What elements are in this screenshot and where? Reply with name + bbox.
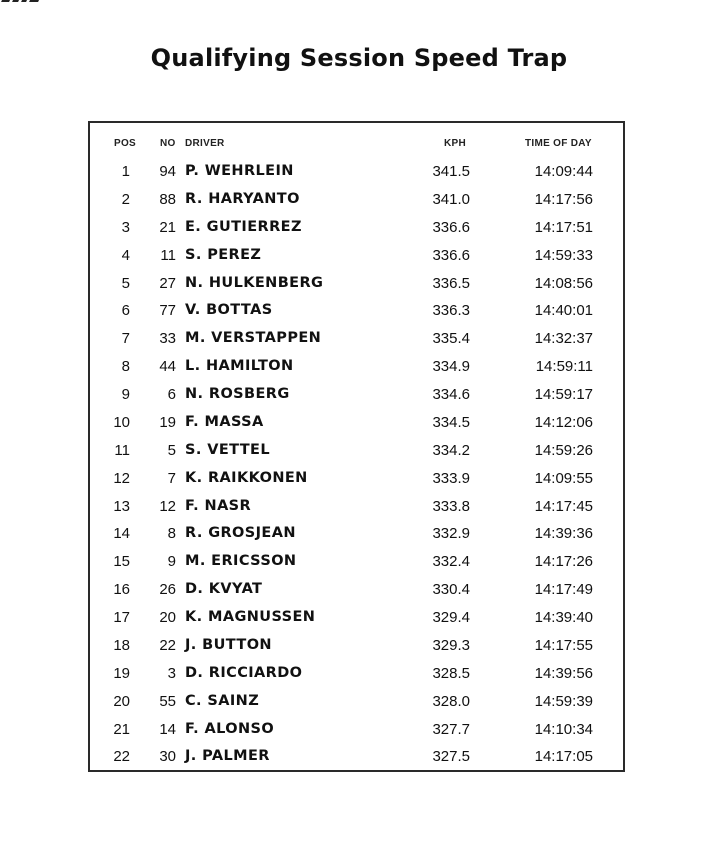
cell-driver: C. SAINZ (185, 692, 260, 709)
cell-pos: 10 (113, 413, 130, 431)
cell-time-of-day: 14:09:55 (534, 469, 593, 487)
cell-no: 77 (159, 302, 176, 320)
page-title: Qualifying Session Speed Trap (150, 44, 568, 72)
cell-no: 5 (167, 441, 176, 459)
cell-no: 19 (159, 413, 176, 431)
cell-kph: 333.9 (432, 469, 470, 487)
cell-kph: 334.5 (432, 413, 470, 431)
cell-no: 26 (159, 581, 176, 599)
table-row (90, 609, 623, 629)
cell-pos: 12 (113, 469, 130, 487)
cell-time-of-day: 14:08:56 (534, 274, 593, 292)
cell-pos: 14 (113, 525, 130, 543)
cell-driver: V. BOTTAS (185, 302, 273, 319)
cell-time-of-day: 14:59:26 (534, 441, 593, 459)
cell-driver: K. MAGNUSSEN (185, 609, 316, 626)
cell-time-of-day: 14:59:17 (534, 386, 593, 404)
cell-no: 9 (167, 553, 176, 571)
cell-no: 55 (159, 692, 176, 710)
cell-pos: 20 (113, 692, 130, 710)
table-row (90, 358, 623, 378)
table-row (90, 414, 623, 434)
cell-pos: 4 (121, 246, 130, 264)
table-row (90, 330, 623, 350)
cell-driver: D. RICCIARDO (185, 664, 303, 681)
cell-no: 8 (167, 525, 176, 543)
table-row (90, 721, 623, 741)
cell-no: 3 (167, 664, 176, 682)
cell-time-of-day: 14:12:06 (534, 413, 593, 431)
cell-pos: 19 (113, 664, 130, 682)
cell-no: 6 (167, 386, 176, 404)
table-row (90, 637, 623, 657)
cell-time-of-day: 14:17:56 (534, 190, 593, 208)
cell-driver: R. GROSJEAN (185, 525, 296, 542)
cell-pos: 16 (113, 581, 130, 599)
cell-driver: N. HULKENBERG (185, 274, 324, 291)
cell-kph: 341.0 (432, 190, 470, 208)
cell-time-of-day: 14:39:56 (534, 664, 593, 682)
table-row (90, 302, 623, 322)
cell-pos: 6 (121, 302, 130, 320)
cell-kph: 336.5 (432, 274, 470, 292)
cell-kph: 327.5 (432, 748, 470, 766)
cell-kph: 335.4 (432, 330, 470, 348)
cell-driver: D. KVYAT (185, 581, 263, 598)
cell-pos: 22 (113, 748, 130, 766)
cell-kph: 333.8 (432, 497, 470, 515)
table-row (90, 748, 623, 768)
table-row (90, 581, 623, 601)
cell-time-of-day: 14:39:36 (534, 525, 593, 543)
cell-no: 7 (167, 469, 176, 487)
cell-kph: 336.6 (432, 246, 470, 264)
header-time-of-day: TIME OF DAY (525, 138, 592, 149)
cell-driver: R. HARYANTO (185, 190, 300, 207)
cell-no: 20 (159, 609, 176, 627)
cell-driver: M. VERSTAPPEN (185, 330, 322, 347)
header-no: NO (160, 138, 176, 149)
cell-driver: M. ERICSSON (185, 553, 297, 570)
cell-driver: P. WEHRLEIN (185, 163, 294, 179)
cell-time-of-day: 14:59:33 (534, 246, 593, 264)
cell-time-of-day: 14:59:11 (535, 358, 593, 376)
header-kph: KPH (444, 138, 467, 149)
header-pos: POS (114, 138, 137, 149)
cell-pos: 5 (121, 274, 130, 292)
table-row (90, 470, 623, 490)
cell-time-of-day: 14:39:40 (534, 609, 593, 627)
cell-driver: F. MASSA (185, 413, 264, 430)
table-row (90, 219, 623, 239)
cell-time-of-day: 14:32:37 (534, 330, 593, 348)
cell-time-of-day: 14:17:49 (534, 581, 593, 599)
table-row (90, 665, 623, 685)
cell-pos: 18 (113, 636, 130, 654)
cell-no: 44 (159, 358, 176, 376)
cell-no: 94 (159, 163, 176, 180)
cell-kph: 334.2 (432, 441, 470, 459)
table-row (90, 498, 623, 518)
cell-time-of-day: 14:17:51 (534, 218, 593, 236)
cell-pos: 11 (114, 441, 130, 459)
cell-no: 12 (159, 497, 176, 515)
cell-time-of-day: 14:17:55 (534, 636, 593, 654)
cell-time-of-day: 14:17:26 (534, 553, 593, 571)
cell-kph: 329.4 (432, 609, 470, 627)
cell-no: 33 (159, 330, 176, 348)
cell-kph: 330.4 (432, 581, 470, 599)
table-row (90, 442, 623, 462)
table-row (90, 386, 623, 406)
table-row (90, 163, 623, 183)
cell-kph: 334.6 (432, 386, 470, 404)
table-row (90, 247, 623, 267)
cell-pos: 1 (121, 163, 130, 180)
cell-kph: 332.4 (432, 553, 470, 571)
corner-scan-mark (0, 0, 46, 6)
header-driver: DRIVER (185, 138, 225, 149)
cell-no: 21 (159, 218, 176, 236)
cell-driver: S. VETTEL (185, 441, 270, 458)
cell-no: 22 (159, 636, 176, 654)
cell-kph: 334.9 (432, 358, 470, 376)
cell-no: 11 (160, 246, 176, 264)
cell-kph: 328.0 (432, 692, 470, 710)
cell-kph: 336.6 (432, 218, 470, 236)
table-row (90, 191, 623, 211)
cell-no: 14 (159, 720, 176, 738)
cell-pos: 21 (113, 720, 130, 738)
cell-driver: F. ALONSO (185, 720, 275, 737)
cell-time-of-day: 14:59:39 (534, 692, 593, 710)
cell-time-of-day: 14:40:01 (534, 302, 593, 320)
cell-kph: 336.3 (432, 302, 470, 320)
cell-no: 27 (159, 274, 176, 292)
cell-no: 30 (159, 748, 176, 766)
cell-pos: 13 (113, 497, 130, 515)
cell-kph: 341.5 (432, 163, 470, 180)
cell-driver: K. RAIKKONEN (185, 469, 308, 486)
cell-no: 88 (159, 190, 176, 208)
cell-driver: J. PALMER (185, 748, 270, 765)
cell-driver: F. NASR (185, 497, 252, 514)
cell-pos: 2 (121, 190, 130, 208)
table-row (90, 553, 623, 573)
cell-driver: L. HAMILTON (185, 358, 294, 375)
cell-driver: N. ROSBERG (185, 386, 290, 403)
speed-trap-table (88, 121, 625, 772)
table-row (90, 525, 623, 545)
cell-time-of-day: 14:17:45 (534, 497, 593, 515)
cell-kph: 329.3 (432, 636, 470, 654)
cell-driver: E. GUTIERREZ (185, 218, 302, 235)
table-row (90, 693, 623, 713)
cell-pos: 7 (121, 330, 130, 348)
cell-kph: 327.7 (432, 720, 470, 738)
cell-driver: S. PEREZ (185, 246, 262, 263)
cell-time-of-day: 14:09:44 (534, 163, 593, 180)
cell-time-of-day: 14:17:05 (534, 748, 593, 766)
cell-pos: 8 (121, 358, 130, 376)
cell-pos: 17 (113, 609, 130, 627)
cell-time-of-day: 14:10:34 (534, 720, 593, 738)
cell-driver: J. BUTTON (185, 636, 272, 653)
cell-pos: 9 (121, 386, 130, 404)
cell-kph: 332.9 (432, 525, 470, 543)
cell-pos: 3 (121, 218, 130, 236)
table-row (90, 275, 623, 295)
cell-kph: 328.5 (432, 664, 470, 682)
cell-pos: 15 (113, 553, 130, 571)
